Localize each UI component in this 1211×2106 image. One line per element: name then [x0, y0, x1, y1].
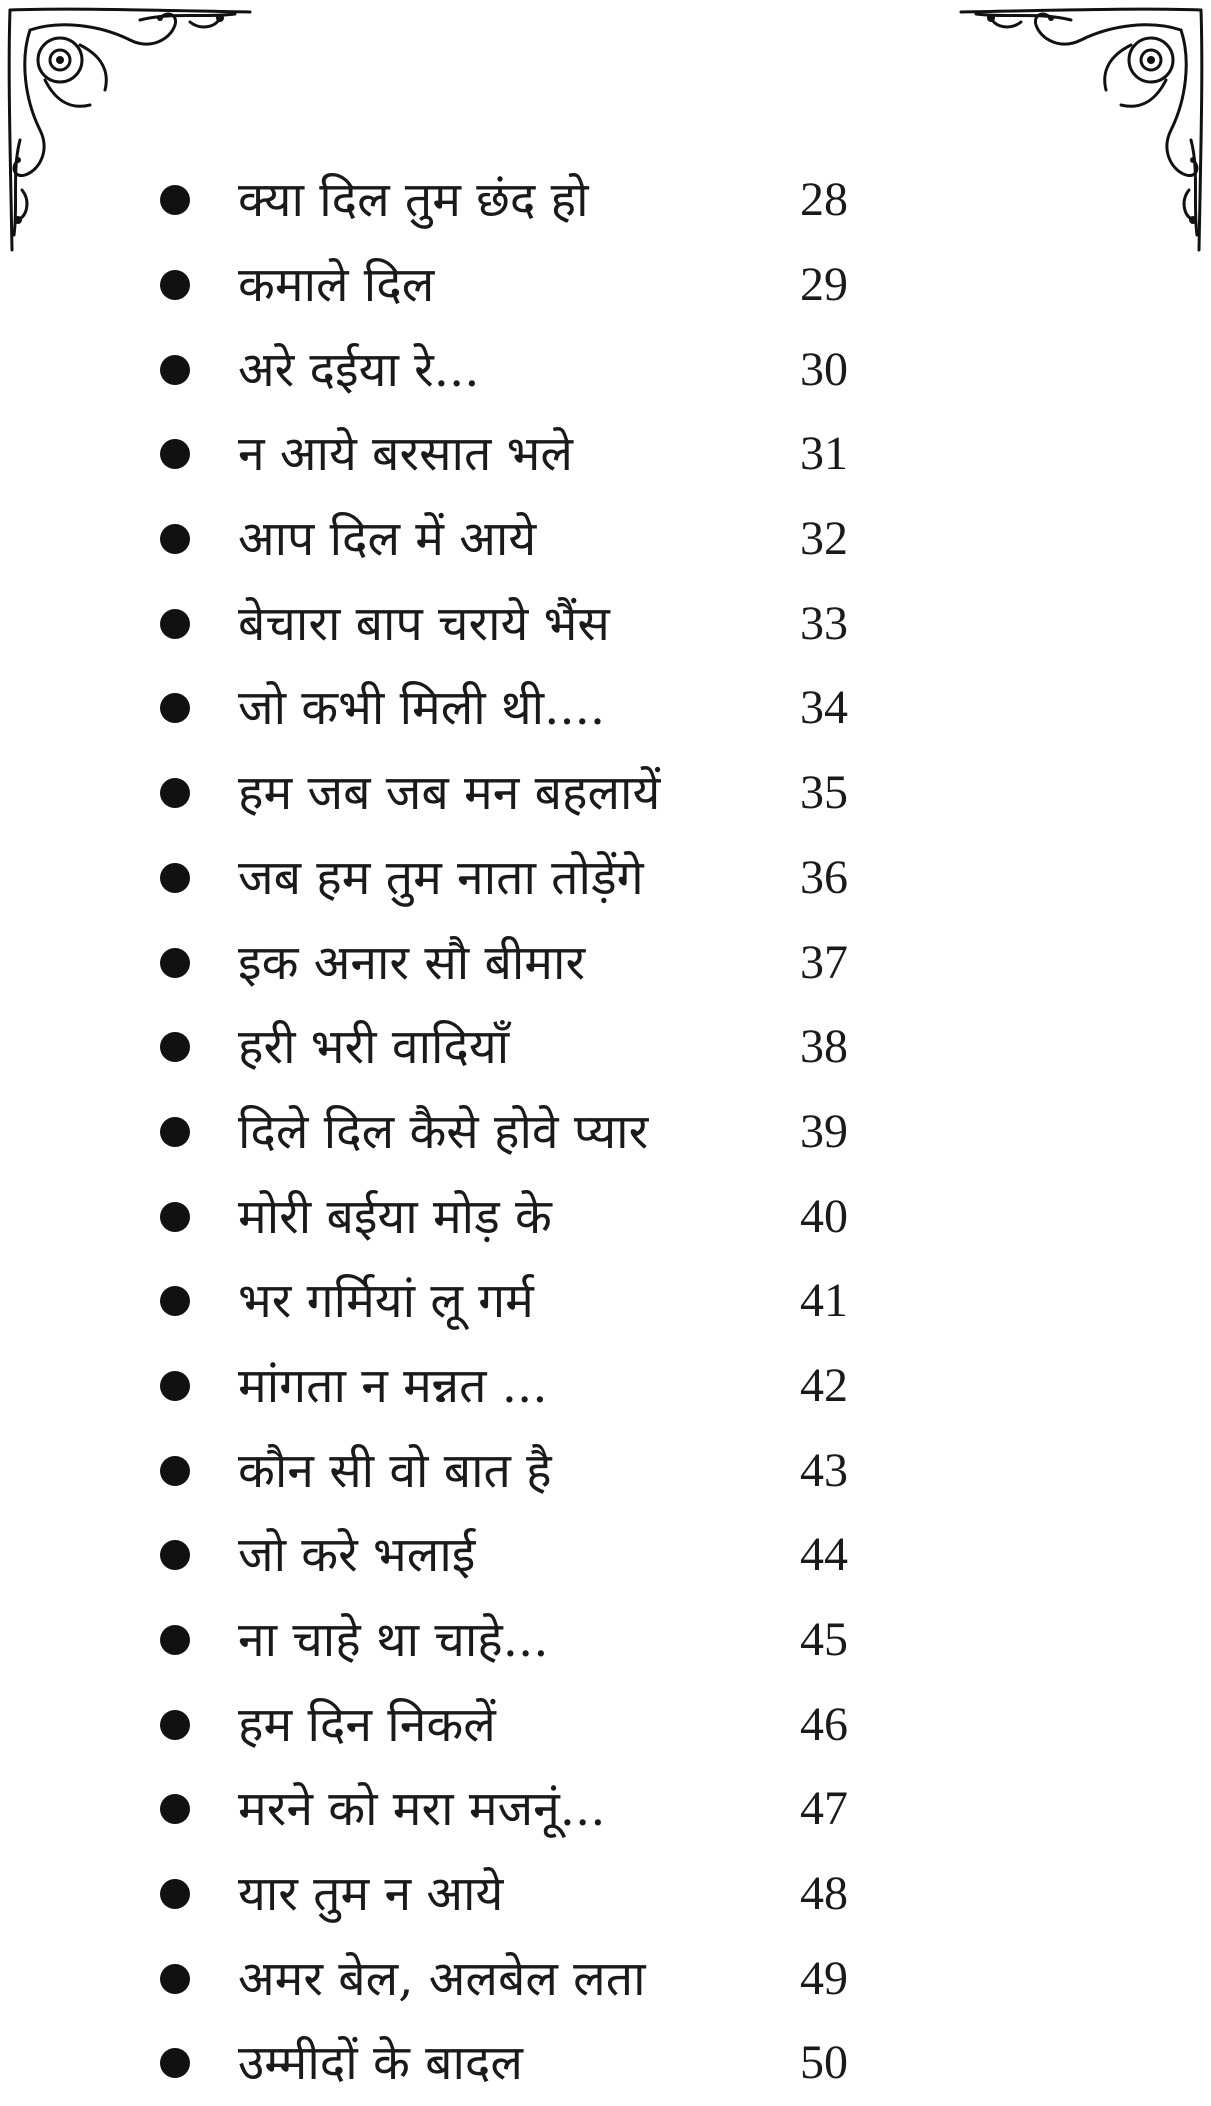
toc-entry-page: 38: [800, 1020, 848, 1074]
toc-entry[interactable]: [160, 1513, 860, 1598]
toc-entry-title: जो कभी मिली थी....: [238, 680, 606, 737]
toc-entry-page: 33: [800, 596, 848, 650]
toc-entry-title: जब हम तुम नाता तोड़ेंगे: [238, 849, 644, 906]
bullet-icon: [160, 1032, 190, 1062]
bullet-icon: [160, 1286, 190, 1316]
toc-entry-page: 36: [800, 850, 848, 904]
toc-entry-title: मांगता न मन्नत ...: [238, 1357, 548, 1414]
toc-entry-title: उम्मीदों के बादल: [238, 2035, 523, 2092]
toc-entry[interactable]: [160, 1936, 860, 2021]
toc-entry[interactable]: [160, 327, 860, 412]
bullet-icon: [160, 948, 190, 978]
toc-entry[interactable]: [160, 1344, 860, 1429]
toc-entry[interactable]: [160, 920, 860, 1005]
toc-entry-title: कौन सी वो बात है: [238, 1442, 552, 1499]
toc-entry-title: मरने को मरा मजनूं...: [238, 1781, 606, 1838]
toc-entry[interactable]: [160, 666, 860, 751]
toc-entry[interactable]: [160, 243, 860, 328]
table-of-contents: [160, 158, 860, 2106]
toc-entry-title: भर गर्मियां लू गर्म: [238, 1273, 534, 1330]
toc-entry[interactable]: [160, 2021, 860, 2106]
toc-entry-title: जो करे भलाई: [238, 1527, 476, 1584]
toc-entry-page: 49: [800, 1951, 848, 2005]
toc-entry-page: 32: [800, 512, 848, 566]
toc-entry-title: यार तुम न आये: [238, 1866, 504, 1923]
toc-entry-page: 40: [800, 1189, 848, 1243]
toc-entry-title: अरे दईया रे...: [238, 341, 480, 398]
toc-entry[interactable]: [160, 1682, 860, 1767]
toc-entry-title: हरी भरी वादियाँ: [238, 1019, 510, 1076]
toc-entry-title: दिले दिल कैसे होवे प्यार: [238, 1103, 649, 1160]
toc-entry-page: 28: [800, 173, 848, 227]
toc-entry[interactable]: [160, 836, 860, 921]
toc-entry-title: ना चाहे था चाहे...: [238, 1612, 549, 1669]
bullet-icon: [160, 355, 190, 385]
bullet-icon: [160, 863, 190, 893]
toc-entry[interactable]: [160, 1259, 860, 1344]
toc-entry-title: क्या दिल तुम छंद हो: [238, 172, 589, 229]
toc-entry[interactable]: [160, 1005, 860, 1090]
toc-entry-title: मोरी बईया मोड़ के: [238, 1188, 552, 1245]
toc-entry-page: 48: [800, 1867, 848, 1921]
toc-entry-title: आप दिल में आये: [238, 511, 537, 568]
toc-entry-page: 46: [800, 1697, 848, 1751]
toc-entry[interactable]: [160, 1767, 860, 1852]
bullet-icon: [160, 1540, 190, 1570]
toc-entry[interactable]: [160, 1090, 860, 1175]
bullet-icon: [160, 1456, 190, 1486]
toc-entry-page: 47: [800, 1782, 848, 1836]
toc-entry-page: 41: [800, 1274, 848, 1328]
bullet-icon: [160, 270, 190, 300]
bullet-icon: [160, 1625, 190, 1655]
toc-entry[interactable]: [160, 1852, 860, 1937]
toc-entry-page: 39: [800, 1104, 848, 1158]
toc-entry[interactable]: [160, 751, 860, 836]
toc-entry[interactable]: [160, 158, 860, 243]
toc-entry-title: हम जब जब मन बहलायें: [238, 765, 661, 822]
toc-entry-page: 43: [800, 1443, 848, 1497]
bullet-icon: [160, 1202, 190, 1232]
bullet-icon: [160, 185, 190, 215]
toc-entry[interactable]: [160, 412, 860, 497]
toc-entry-title: हम दिन निकलें: [238, 1696, 496, 1753]
toc-entry[interactable]: [160, 581, 860, 666]
toc-entry[interactable]: [160, 1174, 860, 1259]
bullet-icon: [160, 1710, 190, 1740]
toc-entry-title: इक अनार सौ बीमार: [238, 934, 586, 991]
bullet-icon: [160, 609, 190, 639]
bullet-icon: [160, 1964, 190, 1994]
toc-entry[interactable]: [160, 497, 860, 582]
toc-entry-page: 30: [800, 342, 848, 396]
bullet-icon: [160, 524, 190, 554]
toc-entry-page: 50: [800, 2036, 848, 2090]
toc-entry-title: बेचारा बाप चराये भैंस: [238, 595, 610, 652]
bullet-icon: [160, 1879, 190, 1909]
toc-entry[interactable]: [160, 1598, 860, 1683]
corner-ornament-right-icon: [951, 0, 1211, 260]
bullet-icon: [160, 778, 190, 808]
bullet-icon: [160, 1371, 190, 1401]
toc-entry-page: 31: [800, 427, 848, 481]
toc-entry-page: 45: [800, 1613, 848, 1667]
toc-entry-page: 34: [800, 681, 848, 735]
toc-entry-title: अमर बेल, अलबेल लता: [238, 1950, 646, 2007]
toc-entry-page: 42: [800, 1358, 848, 1412]
bullet-icon: [160, 1117, 190, 1147]
bullet-icon: [160, 693, 190, 723]
bullet-icon: [160, 1794, 190, 1824]
toc-entry[interactable]: [160, 1428, 860, 1513]
toc-entry-page: 35: [800, 766, 848, 820]
bullet-icon: [160, 2048, 190, 2078]
toc-entry-page: 29: [800, 258, 848, 312]
bullet-icon: [160, 439, 190, 469]
toc-entry-title: कमाले दिल: [238, 257, 435, 314]
toc-entry-title: न आये बरसात भले: [238, 426, 573, 483]
toc-entry-page: 37: [800, 935, 848, 989]
toc-entry-page: 44: [800, 1528, 848, 1582]
